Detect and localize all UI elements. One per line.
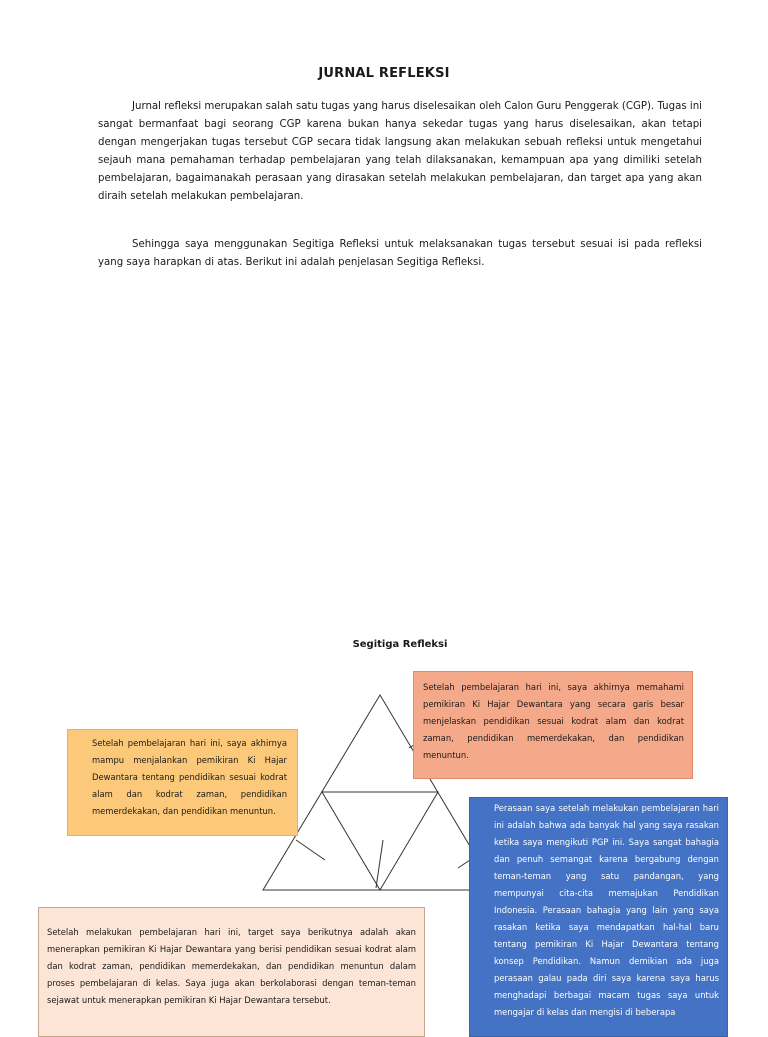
box-ability: Setelah pembelajaran hari ini, saya akhirnya mampu menjalankan pemikiran Ki Hajar Dewantara tentang pendidikan sesuai kodrat alam dan kodrat zaman, pendidikan memerdekakan, dan pendidikan menuntun. (67, 729, 298, 836)
box-feeling: Perasaan saya setelah melakukan pembelajaran hari ini adalah bahwa ada banyak hal yang saya rasakan ketika saya mengikuti PGP ini. Saya sangat bahagia dan penuh semangat karena bergabung dengan teman-teman yang satu pandangan, yang mempunyai cita-cita memajukan Pendidikan Indonesia. Perasaan bahagia yang lain yang saya rasakan ketika saya mendapatkan hal-hal baru tentang pemikiran Ki Hajar Dewantara tentang konsep Pendidikan. Namun demikian ada juga perasaan galau pada diri saya karena saya harus menghadapi berbagai macam tugas saya untuk mengajar di kelas dan mengisi di beberapa (469, 797, 728, 1037)
document-title: JURNAL REFLEKSI (318, 66, 450, 81)
inner-triangle (322, 792, 438, 890)
box-target: Setelah melakukan pembelajaran hari ini, target saya berikutnya adalah akan menerapkan pemikiran Ki Hajar Dewantara yang berisi pendidikan sesuai kodrat alam dan kodrat zaman, pendidikan memerdekakan, dan pendidikan menuntun dalam proses pembelajaran di kelas. Saya juga akan berkolaborasi dengan teman-teman sejawat untuk menerapkan pemikiran Ki Hajar Dewantara tersebut. (38, 907, 425, 1037)
connector-center (376, 840, 383, 888)
connector-left (296, 840, 325, 860)
paragraph-segitiga: Sehingga saya menggunakan Segitiga Refleksi untuk melaksanakan tugas tersebut sesuai isi pada refleksi yang saya harapkan di atas. Berikut ini adalah penjelasan Segitiga Refleksi. (98, 239, 702, 268)
paragraph-intro: Jurnal refleksi merupakan salah satu tugas yang harus diselesaikan oleh Calon Guru Penggerak (CGP). Tugas ini sangat bermanfaat bagi seorang CGP karena bukan hanya sekedar tugas yang harus diselesaikan, akan tetapi dengan mengerjakan tugas tersebut CGP secara tidak langsung akan melakukan sebuah refleksi untuk mengetahui sejauh mana pemahaman terhadap pembelajaran yang telah dilaksanakan, kemampuan apa yang dimiliki setelah pembelajaran, bagaimanakah perasaan yang dirasakan setelah melakukan pembelajaran, dan target apa yang akan diraih setelah melakukan pembelajaran. (98, 101, 702, 202)
diagram-title: Segitiga Refleksi (352, 639, 448, 650)
box-understanding: Setelah pembelajaran hari ini, saya akhirnya memahami pemikiran Ki Hajar Dewantara yang secara garis besar menjelaskan pendidikan sesuai kodrat alam dan kodrat zaman, pendidikan memerdekakan, dan pendidikan menuntun. (413, 671, 693, 779)
